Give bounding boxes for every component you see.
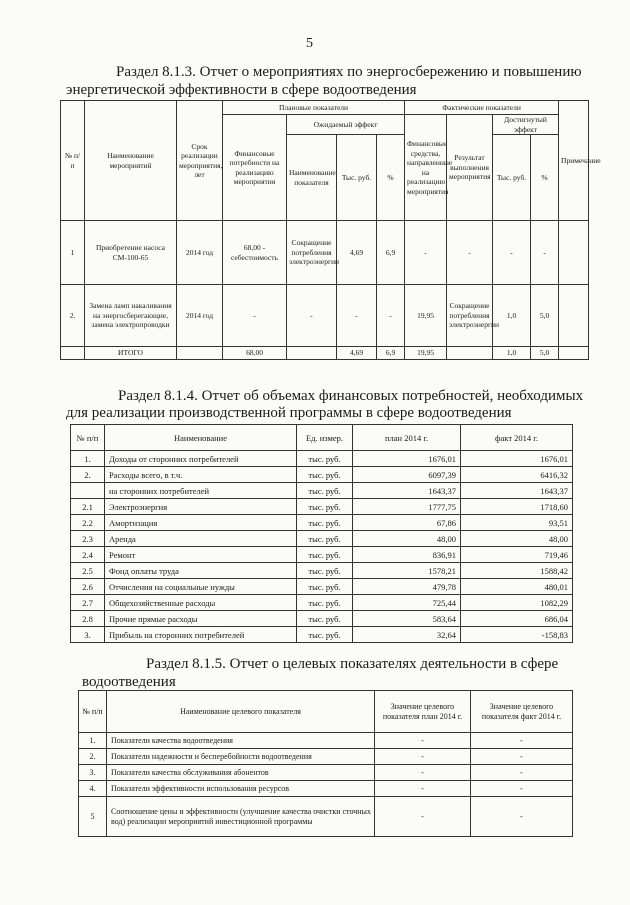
row-fin: - [223,285,287,347]
row-fact-pct: - [531,221,559,285]
table-row [79,749,573,765]
table-row [79,733,573,749]
row-plan: - [375,781,471,797]
header-achieved-effect: Достигнутый эффект [493,115,559,135]
row-fact: 719,46 [461,547,573,563]
row-num: 1. [71,451,105,467]
row-plan: 6097,39 [353,467,461,483]
total-row [61,347,589,360]
header-indicator-name: Наименование показателя [287,135,337,221]
row-fact: 1588,42 [461,563,573,579]
table-row [71,451,573,467]
row-num: 2.6 [71,579,105,595]
row-unit: тыс. руб. [297,547,353,563]
row-name: Показатели качества водоотведения [107,733,375,749]
header-fact: Значение целевого показателя факт 2014 г. [471,691,573,733]
header-num: № п/п [79,691,107,733]
total-fact-rub: 1,0 [493,347,531,360]
row-name: Замена ламп накаливания на энергосберегающие, замена электропроводки [85,285,177,347]
row-unit: тыс. руб. [297,611,353,627]
row-pct: - [377,285,405,347]
header-fact-rub: Тыс. руб. [493,135,531,221]
header-result: Результат выполнения мероприятия [447,115,493,221]
table-row [79,797,573,837]
row-fact-fin: 19,95 [405,285,447,347]
section-1-title-line1: Раздел 8.1.3. Отчет о мероприятиях по энергосбережению и повышению [116,64,582,80]
row-fact: 48,00 [461,531,573,547]
row-name: Отчисления на социальные нужды [105,579,297,595]
row-fact: 480,01 [461,579,573,595]
row-fact: 1082,29 [461,595,573,611]
section-2-title-line2: для реализации производственной программы в сфере водоотведения [66,405,512,421]
table-row [79,781,573,797]
row-plan: 48,00 [353,531,461,547]
row-plan: 1676,01 [353,451,461,467]
row-name: Ремонт [105,547,297,563]
total-label: ИТОГО [85,347,177,360]
header-name: Наименование [105,425,297,451]
row-fact-pct: 5,0 [531,285,559,347]
row-name: Показатели эффективности использования ресурсов [107,781,375,797]
header-plan: Значение целевого показателя план 2014 г. [375,691,471,733]
row-plan: - [375,749,471,765]
row-unit: тыс. руб. [297,467,353,483]
row-unit: тыс. руб. [297,579,353,595]
table-row [71,611,573,627]
table-row [71,547,573,563]
row-result: Сокращение потребления электроэнергии [447,285,493,347]
row-term: 2014 год [177,285,223,347]
row-plan: 583,64 [353,611,461,627]
row-rub: - [337,285,377,347]
row-fact: 1676,01 [461,451,573,467]
row-fact: - [471,733,573,749]
row-fact: - [471,781,573,797]
row-num: 2.2 [71,515,105,531]
header-term: Срок реализации мероприятия, лет [177,101,223,221]
row-num: 4. [79,781,107,797]
section-1-title-line2: энергетической эффективности в сфере водоотведения [66,82,417,98]
header-fin-needs: Финансовые потребности на реализацию мероприятия [223,115,287,221]
row-unit: тыс. руб. [297,483,353,499]
row-plan: 1643,37 [353,483,461,499]
row-num: 3. [71,627,105,643]
header-name: Наименование целевого показателя [107,691,375,733]
row-plan: 32,64 [353,627,461,643]
row-note [559,285,589,347]
row-name: на сторонних потребителей [105,483,297,499]
row-unit: тыс. руб. [297,595,353,611]
row-indicator: - [287,285,337,347]
row-num: 2.5 [71,563,105,579]
table-row [61,285,589,347]
row-indicator: Сокращение потребления электроэнергии [287,221,337,285]
row-num: 3. [79,765,107,781]
header-fact-percent: % [531,135,559,221]
header-name: Наименование мероприятий [85,101,177,221]
row-unit: тыс. руб. [297,499,353,515]
row-name: Расходы всего, в т.ч. [105,467,297,483]
target-indicators-table [78,690,573,837]
row-name: Показатели надежности и бесперебойности водоотведения [107,749,375,765]
row-num: 2.4 [71,547,105,563]
row-unit: тыс. руб. [297,531,353,547]
row-name: Соотношение цены и эффективности (улучшение качества очистки сточных вод) реализации мероприятий инвестиционной программы [107,797,375,837]
table-row [71,627,573,643]
row-note [559,221,589,285]
row-plan: 67,86 [353,515,461,531]
header-fin-spent: Финансовые средства, направленные на реализацию мероприятия [405,115,447,221]
total-fact-pct: 5,0 [531,347,559,360]
total-fin: 68,00 [223,347,287,360]
header-expected-effect: Ожидаемый эффект [287,115,405,135]
row-fact: - [471,749,573,765]
row-fact: - [471,797,573,837]
row-unit: тыс. руб. [297,515,353,531]
total-pct: 6,9 [377,347,405,360]
row-plan: - [375,765,471,781]
row-name: Аренда [105,531,297,547]
row-name: Общехозяйственные расходы [105,595,297,611]
row-term: 2014 год [177,221,223,285]
row-fact: - [471,765,573,781]
row-name: Показатели качества обслуживания абонентов [107,765,375,781]
financial-needs-table [70,424,573,643]
row-num: 2. [79,749,107,765]
page-number: 5 [306,36,313,51]
row-fin: 68,00 - себестоимость [223,221,287,285]
table-row [71,515,573,531]
header-fact: факт 2014 г. [461,425,573,451]
header-num: № п/п [61,101,85,221]
header-note: Примечание [559,101,589,221]
row-num: 1. [79,733,107,749]
energy-measures-table [60,100,601,360]
table-row [71,483,573,499]
row-name: Фонд оплаты труда [105,563,297,579]
table-row [61,221,589,285]
row-num: 2.3 [71,531,105,547]
row-result: - [447,221,493,285]
row-unit: тыс. руб. [297,451,353,467]
row-name: Доходы от сторонних потребителей [105,451,297,467]
header-actual: Фактические показатели [405,101,559,115]
row-unit: тыс. руб. [297,627,353,643]
table-row [79,765,573,781]
row-name: Электроэнергия [105,499,297,515]
header-plan: план 2014 г. [353,425,461,451]
row-num [71,483,105,499]
row-name: Прочие прямые расходы [105,611,297,627]
row-plan: 479,78 [353,579,461,595]
section-3-title-line1: Раздел 8.1.5. Отчет о целевых показателях деятельности в сфере [146,656,559,672]
row-plan: 1578,21 [353,563,461,579]
row-fact: 1643,37 [461,483,573,499]
row-rub: 4,69 [337,221,377,285]
row-num: 1 [61,221,85,285]
row-num: 2.8 [71,611,105,627]
row-unit: тыс. руб. [297,563,353,579]
row-plan: 725,44 [353,595,461,611]
header-unit: Ед. измер. [297,425,353,451]
row-fact: 6416,32 [461,467,573,483]
row-plan: 836,91 [353,547,461,563]
total-rub: 4,69 [337,347,377,360]
row-fact: 686,04 [461,611,573,627]
table-row [71,531,573,547]
table-row [71,499,573,515]
table-row [71,595,573,611]
row-plan: - [375,797,471,837]
header-num: № п/п [71,425,105,451]
total-fact-fin: 19,95 [405,347,447,360]
row-fact-rub: 1,0 [493,285,531,347]
row-name: Амортизация [105,515,297,531]
table-row [71,579,573,595]
row-pct: 6,9 [377,221,405,285]
header-rub: Тыс. руб. [337,135,377,221]
row-fact-fin: - [405,221,447,285]
row-num: 5 [79,797,107,837]
table-row [71,563,573,579]
row-fact-rub: - [493,221,531,285]
row-name: Прибыль на сторонних потребителей [105,627,297,643]
row-num: 2.7 [71,595,105,611]
header-percent: % [377,135,405,221]
row-fact: -158,83 [461,627,573,643]
row-plan: 1777,75 [353,499,461,515]
section-2-title-line1: Раздел 8.1.4. Отчет об объемах финансовых потребностей, необходимых [118,388,584,404]
row-num: 2. [71,467,105,483]
row-fact: 93,51 [461,515,573,531]
row-num: 2. [61,285,85,347]
row-num: 2.1 [71,499,105,515]
row-fact: 1718,60 [461,499,573,515]
section-3-title-line2: водоотведения [82,674,176,690]
row-plan: - [375,733,471,749]
row-name: Приобретение насоса СМ-100-65 [85,221,177,285]
header-planned: Плановые показатели [223,101,405,115]
table-row [71,467,573,483]
